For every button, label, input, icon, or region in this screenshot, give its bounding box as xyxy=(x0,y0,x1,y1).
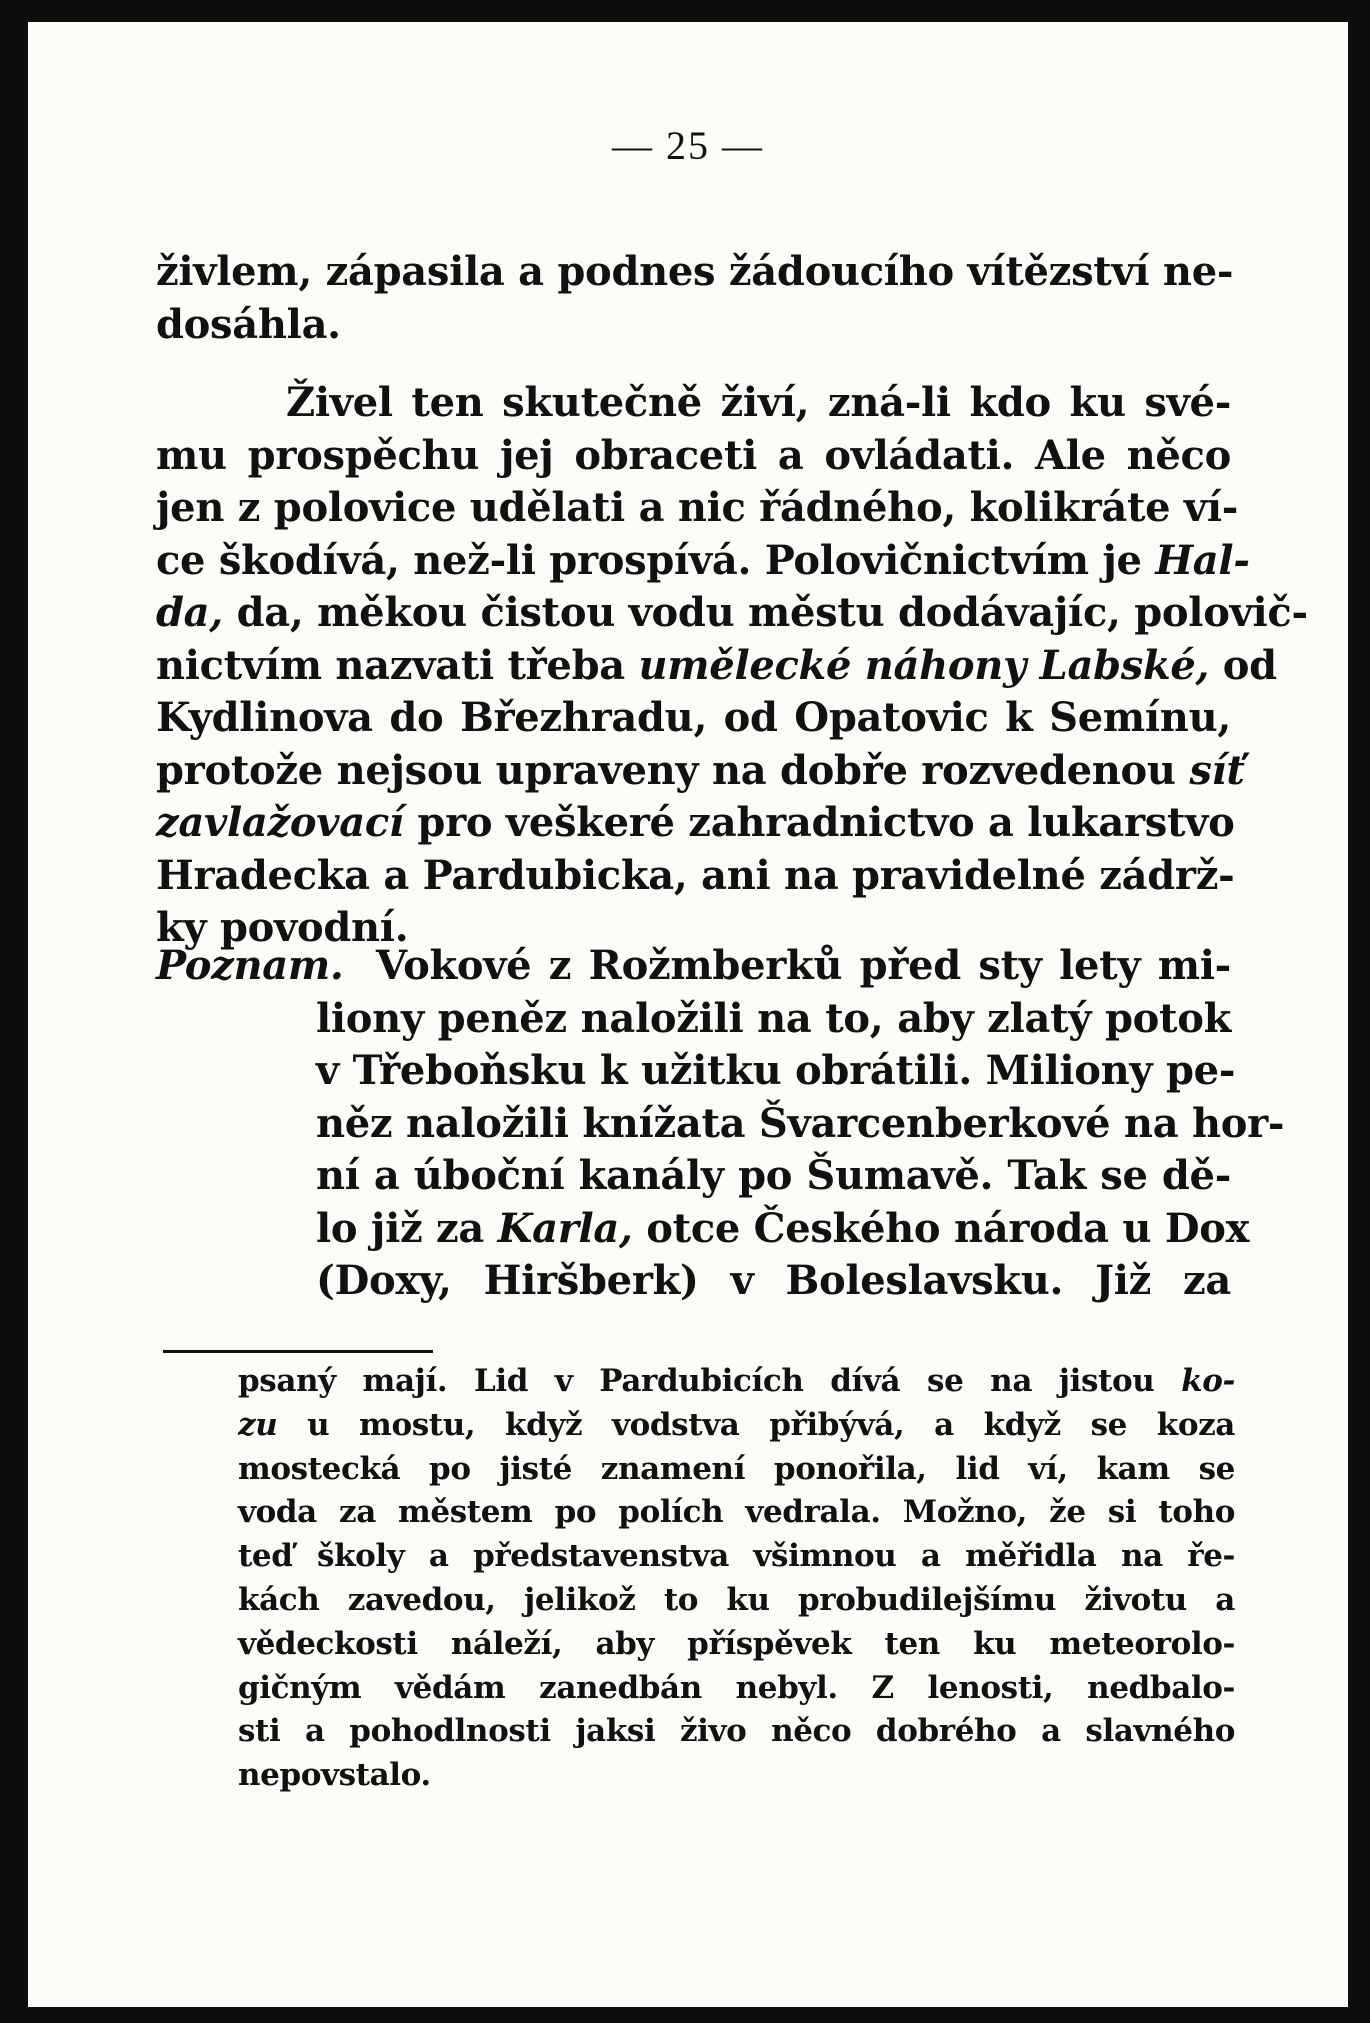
text-line: Hradecka a Pardubicka, ani na pravidelné zádrž- xyxy=(156,851,1235,899)
text-line: ní a úboční kanály po Šumavě. Tak se dě- xyxy=(316,1152,1231,1199)
text-segment: nictvím nazvati třeba xyxy=(156,641,639,689)
text-line xyxy=(156,745,1245,798)
text-segment: lo již za xyxy=(316,1204,498,1252)
text-line xyxy=(238,1404,1235,1448)
text-line xyxy=(156,640,1277,693)
text-line xyxy=(156,587,1308,640)
text-segment: u mostu, když vodstva přibývá, a když se koza xyxy=(277,1406,1235,1443)
italic-segment: zu xyxy=(238,1406,278,1443)
text-line: mu prospěchu jej obraceti a ovládati. Ale něco xyxy=(156,431,1231,479)
text-line: teď školy a představenstva všimnou a měřidla na ře- xyxy=(238,1538,1235,1575)
text-segment: psaný mají. Lid v Pardubicích dívá se na jistou xyxy=(238,1363,1182,1399)
italic-segment: zavlažovací xyxy=(156,799,404,846)
text-line: liony peněz naložili na to, aby zlatý potok xyxy=(316,994,1231,1042)
text-segment: Vokové z Rožmberků před sty lety mi- xyxy=(376,942,1231,989)
note-body xyxy=(156,993,1285,1308)
text-line: gičným vědám zanedbán nebyl. Z lenosti, nedbalo- xyxy=(238,1669,1235,1706)
italic-segment: Karla, xyxy=(497,1204,633,1252)
note-block xyxy=(156,940,1285,1308)
text-line: kách zavedou, jelikož to ku probudilejšímu životu a xyxy=(238,1581,1235,1618)
note-label: Poznam. xyxy=(156,942,344,989)
italic-segment: da, xyxy=(156,589,223,636)
text-segment: pro veškeré zahradnictvo a lukarstvo xyxy=(403,799,1235,846)
italic-segment: Hal- xyxy=(1155,536,1250,584)
text-line: sti a pohodlnosti jaksi živo něco dobrého a slavného xyxy=(238,1713,1235,1750)
text-line: dosáhla. xyxy=(156,300,341,348)
text-line: nepovstalo. xyxy=(238,1757,431,1794)
footnote xyxy=(238,1360,1235,1798)
text-line: Živel ten skutečně živí, zná-li kdo ku své- xyxy=(286,379,1231,426)
text-line xyxy=(156,940,1231,993)
text-line: ky povodní. xyxy=(156,904,409,951)
text-line: vědeckosti náleží, aby příspěvek ten ku meteorolo- xyxy=(238,1625,1235,1662)
text-line: jen z polovice udělati a nic řádného, kolikráte ví- xyxy=(156,484,1239,531)
footnote-rule xyxy=(163,1350,433,1353)
text-line xyxy=(156,535,1250,588)
text-line xyxy=(156,797,1235,850)
italic-segment: ko- xyxy=(1181,1363,1235,1399)
book-page xyxy=(28,22,1348,2007)
paragraph-2 xyxy=(156,377,1308,955)
text-line xyxy=(238,1360,1235,1404)
page-number: — 25 — xyxy=(612,123,764,168)
main-text xyxy=(156,246,1308,981)
text-segment: da, měkou čistou vodu městu dodávajíc, polovič- xyxy=(236,589,1308,636)
italic-segment: umělecké náhony Labské, xyxy=(638,641,1210,689)
text-line: živlem, zápasila a podnes žádoucího vítězství ne- xyxy=(156,248,1234,295)
text-line: něz naložili knížata Švarcenberkové na hor- xyxy=(316,1099,1285,1147)
text-line: mostecká po jisté znamení ponořila, lid ví, kam se xyxy=(238,1450,1235,1487)
text-line: Kydlinova do Březhradu, od Opatovic k Semínu, xyxy=(156,694,1231,741)
text-segment: protože nejsou upraveny na dobře rozvedenou xyxy=(156,746,1190,794)
text-line: (Doxy, Hiršberk) v Boleslavsku. Již za xyxy=(316,1257,1231,1304)
text-line: v Třeboňsku k užitku obrátili. Miliony pe- xyxy=(316,1047,1236,1094)
text-segment: otce Českého národa u Dox xyxy=(632,1204,1250,1252)
italic-segment: síť xyxy=(1189,746,1245,794)
text-line xyxy=(316,1203,1250,1256)
text-line: voda za městem po polích vedrala. Možno, že si toho xyxy=(238,1494,1235,1531)
paragraph-1 xyxy=(156,246,1234,351)
text-segment: ce škodívá, než-li prospívá. Polovičnictvím je xyxy=(156,536,1156,584)
text-segment: od xyxy=(1209,641,1277,689)
